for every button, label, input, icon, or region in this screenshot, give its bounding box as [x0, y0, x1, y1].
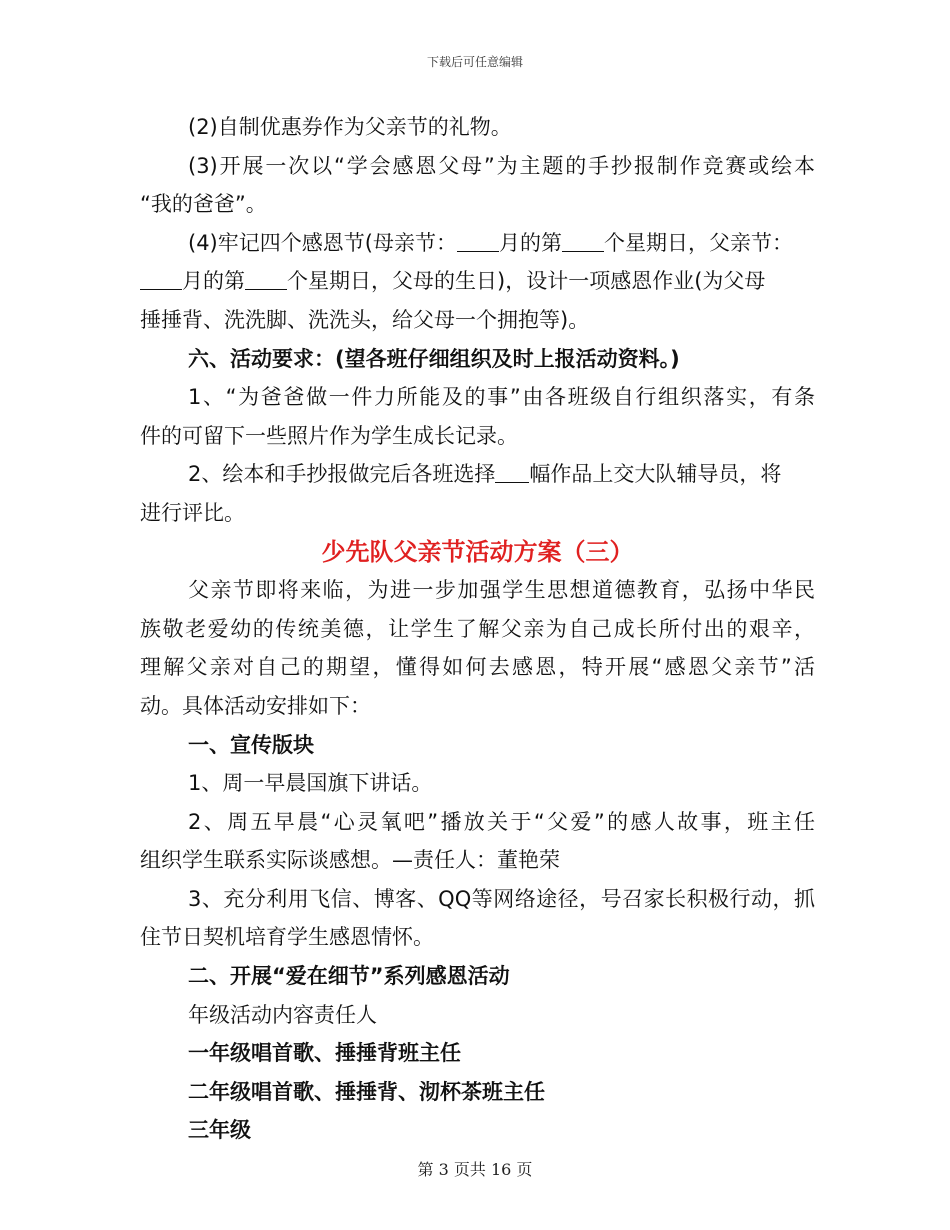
grade-row-1: 一年级唱首歌、捶捶背班主任 [188, 1041, 461, 1066]
requirements-heading: 六、活动要求：(望各班仔细组织及时上报活动资料。) [188, 346, 680, 371]
requirement-2-text-a: 2、绘本和手抄报做完后各班选择 [188, 462, 496, 487]
fill-blank [245, 267, 287, 290]
page-header: 下载后可任意编辑 [426, 55, 523, 69]
item-4-text-b: 月的第 [498, 230, 562, 255]
requirement-1-line2: 件的可留下一些照片作为学生成长记录。 [140, 423, 518, 448]
publicity-item-2-line1: 2、周五早晨“心灵氧吧”播放关于“父爱”的感人故事，班主任 [188, 809, 815, 834]
table-header: 年级活动内容责任人 [188, 1002, 377, 1027]
intro-line-2: 族敬老爱幼的传统美德，让学生了解父亲为自己成长所付出的艰辛， [140, 616, 815, 641]
intro-line-3: 理解父亲对自己的期望，懂得如何去感恩，特开展“感恩父亲节”活 [140, 655, 815, 680]
item-3-line2: “我的爸爸”。 [140, 192, 267, 217]
page-footer: 第 3 页共 16 页 [417, 1160, 533, 1179]
publicity-item-2-line2: 组织学生联系实际谈感想。—责任人：董艳荣 [140, 848, 560, 873]
item-4-text-c: 个星期日，父亲节： [603, 230, 793, 255]
requirement-1-line1: 1、“为爸爸做一件力所能及的事”由各班级自行组织落实，有条 [188, 385, 815, 410]
document-body [140, 108, 815, 1150]
intro-line-4: 动。具体活动安排如下： [140, 693, 371, 718]
requirement-2-line1 [140, 455, 815, 494]
publicity-item-3-line1: 3、充分利用飞信、博客、QQ等网络途径，号召家长积极行动，抓 [188, 886, 815, 911]
item-4-text-e: 个星期日，父母的生日)，设计一项感恩作业(为父母 [287, 269, 766, 294]
item-3-line1: (3)开展一次以“学会感恩父母”为主题的手抄报制作竞赛或绘本 [188, 153, 815, 178]
fill-blank [457, 229, 499, 252]
publicity-item-1: 1、周一早晨国旗下讲话。 [188, 771, 433, 796]
heading-activities: 二、开展“爱在细节”系列感恩活动 [188, 964, 510, 989]
requirement-2-line2: 进行评比。 [140, 500, 245, 525]
heading-publicity: 一、宣传版块 [188, 732, 314, 757]
fill-blank [140, 267, 182, 290]
grade-row-3: 三年级 [188, 1118, 251, 1143]
item-4-text-d: 月的第 [182, 269, 245, 294]
publicity-item-3-line2: 住节日契机培育学生感恩情怀。 [140, 925, 434, 950]
fill-blank [495, 460, 529, 483]
section-title: 少先队父亲节活动方案（三） [321, 537, 634, 566]
grade-row-2: 二年级唱首歌、捶捶背、沏杯茶班主任 [188, 1079, 545, 1104]
item-2: (2)自制优惠券作为父亲节的礼物。 [188, 115, 512, 139]
item-4-text-a: (4)牢记四个感恩节(母亲节： [188, 230, 457, 255]
item-4-line2 [140, 262, 815, 301]
intro-line-1: 父亲节即将来临，为进一步加强学生思想道德教育，弘扬中华民 [188, 578, 815, 603]
item-4-line3: 捶捶背、洗洗脚、洗洗头，给父母一个拥抱等)。 [140, 307, 590, 332]
item-4-line1 [140, 224, 815, 263]
fill-blank [562, 229, 604, 252]
requirement-2-text-b: 幅作品上交大队辅导员，将 [529, 462, 782, 487]
